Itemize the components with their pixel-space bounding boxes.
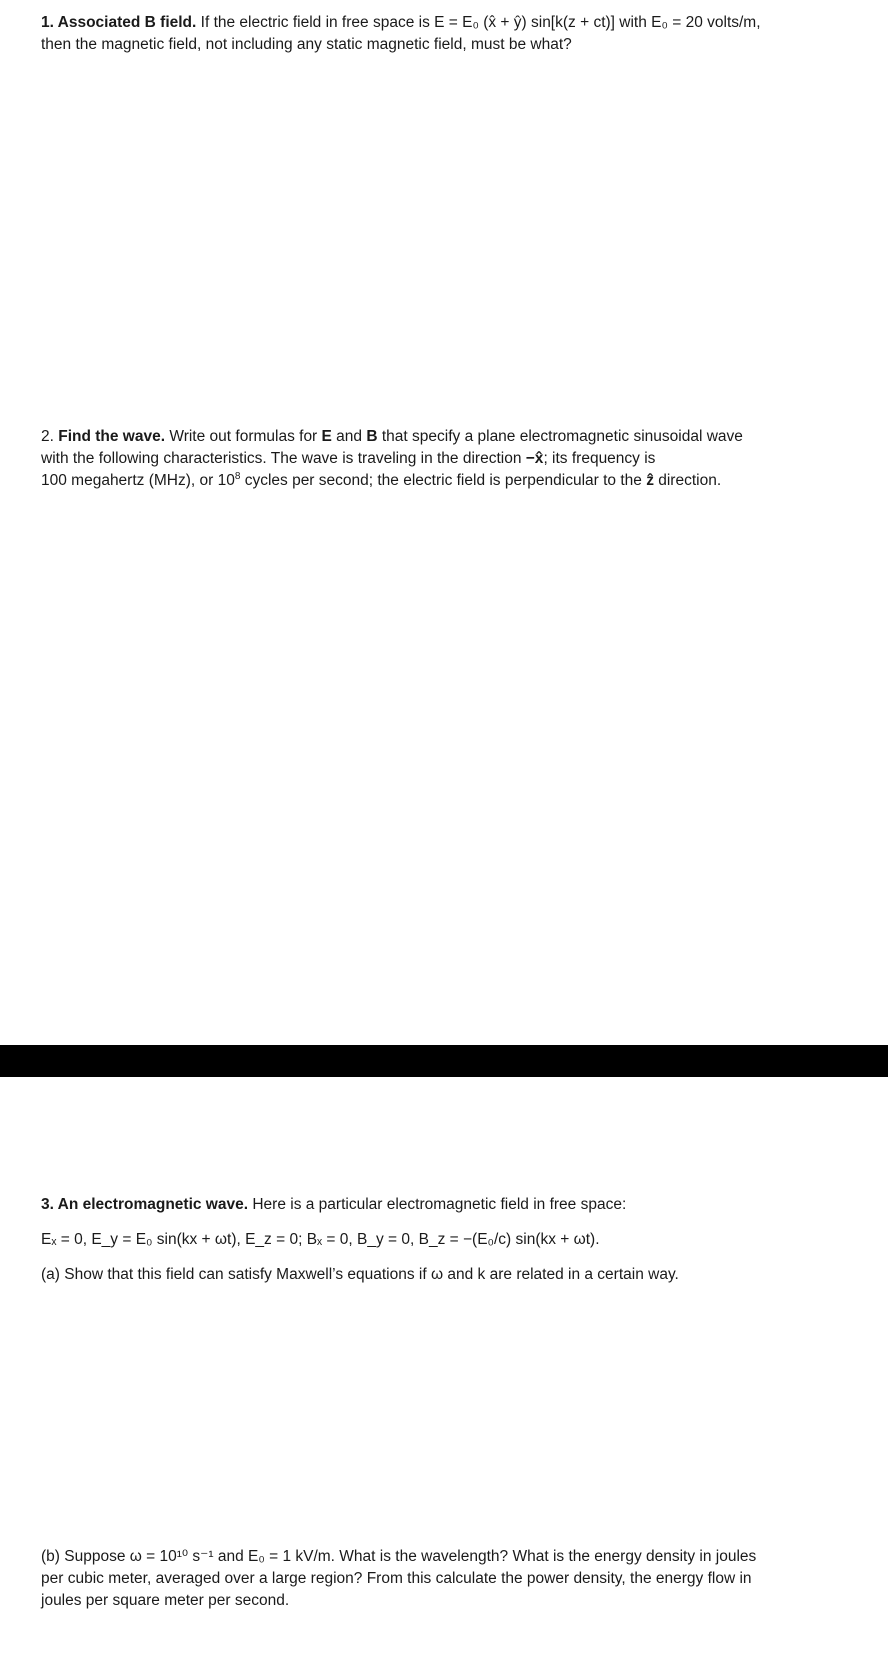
question-2-text-1a: Write out formulas for	[165, 428, 322, 445]
direction-minus-x: −x̂	[525, 450, 544, 467]
question-1-text-2: then the magnetic field, not including any static magnetic field, must be what?	[41, 36, 572, 53]
question-1	[41, 12, 861, 56]
question-2-text-2a: with the following characteristics. The wave is traveling in the direction	[41, 450, 526, 467]
question-2-text-3c: direction.	[653, 472, 722, 489]
question-2-text-2b: ; its frequency is	[543, 450, 656, 467]
part-b-line-1: (b) Suppose ω = 10¹⁰ s⁻¹ and E₀ = 1 kV/m. What is the wavelength? What is the energy density in joules	[41, 1548, 757, 1565]
question-2-number: 2.	[41, 428, 59, 445]
question-2	[41, 426, 861, 492]
divider-bar	[0, 1045, 888, 1077]
question-3-part-b	[41, 1546, 861, 1612]
direction-z: ẑ	[646, 472, 654, 489]
question-3-equation	[41, 1229, 861, 1251]
field-equations: Eₓ = 0, E_y = E₀ sin(kx + ωt), E_z = 0; Bₓ = 0, B_y = 0, B_z = −(E₀/c) sin(kx + ωt).	[41, 1231, 600, 1248]
question-3-intro: Here is a particular electromagnetic field in free space:	[248, 1196, 627, 1213]
vector-B: B	[366, 428, 378, 445]
frequency-exponent: 8	[234, 470, 241, 482]
question-2-line-1	[41, 426, 861, 448]
question-2-text-1b: and	[331, 428, 367, 445]
question-2-text-3b: cycles per second; the electric field is perpendicular to the	[240, 472, 647, 489]
vector-E: E	[321, 428, 332, 445]
part-b-line-3: joules per square meter per second.	[41, 1592, 290, 1609]
question-1-line-1	[41, 12, 861, 34]
part-b-line-2: per cubic meter, averaged over a large region? From this calculate the power density, the energy flow in	[41, 1570, 752, 1587]
question-2-text-1c: that specify a plane electromagnetic sinusoidal wave	[377, 428, 743, 445]
question-3-heading: 3. An electromagnetic wave.	[41, 1196, 249, 1213]
question-1-heading: 1. Associated B field.	[41, 14, 197, 31]
question-2-text-3a: 100 megahertz (MHz), or 10	[41, 472, 235, 489]
question-2-line-2	[41, 448, 861, 470]
part-a-text: (a) Show that this field can satisfy Maxwell’s equations if ω and k are related in a certain way.	[41, 1266, 679, 1283]
question-1-text-1: If the electric field in free space is E = E₀ (x̂ + ŷ) sin[k(z + ct)] with E₀ = 20 volts/m,	[196, 14, 761, 31]
question-2-heading: Find the wave.	[58, 428, 166, 445]
question-3-heading-line	[41, 1194, 861, 1216]
question-3-part-a	[41, 1264, 861, 1286]
question-2-line-3	[41, 470, 861, 492]
